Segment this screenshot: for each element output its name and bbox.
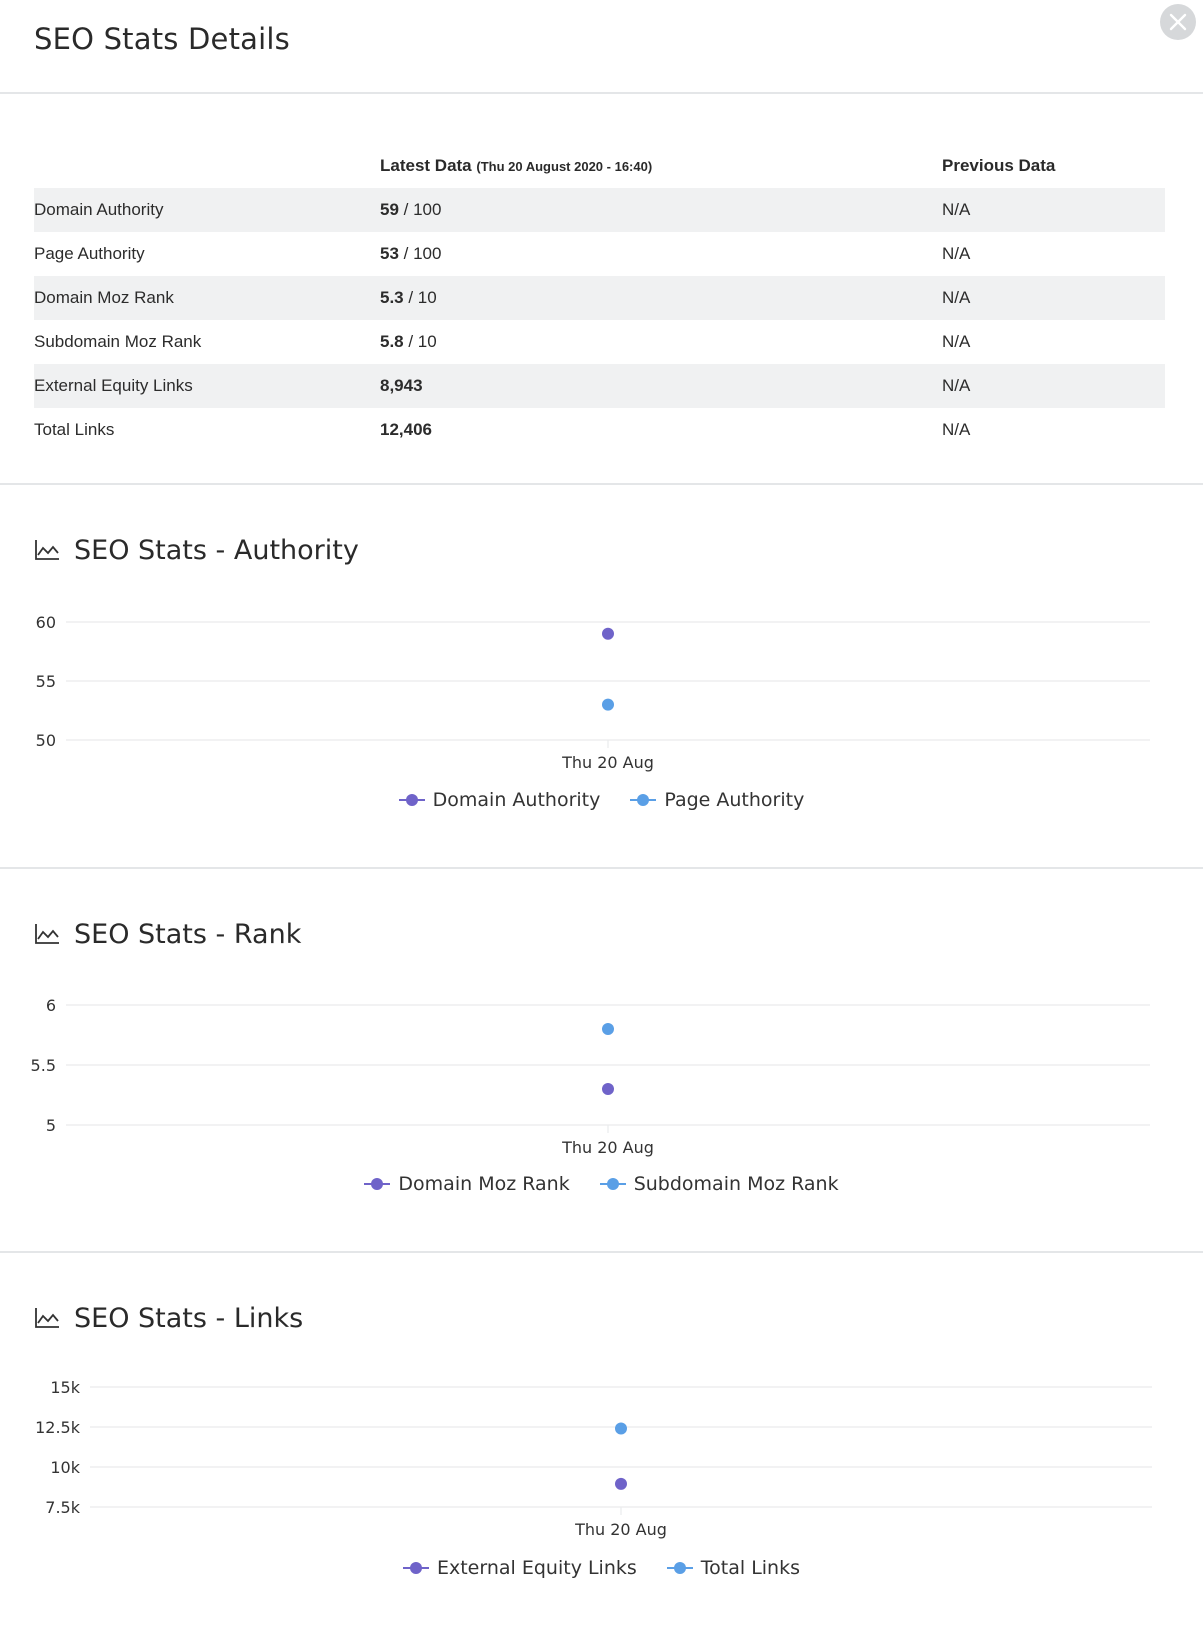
close-icon [1168, 12, 1188, 32]
previous-value: N/A [942, 276, 1165, 320]
chart-plot-authority [0, 485, 1203, 785]
legend-label: Subdomain Moz Rank [633, 1173, 839, 1195]
metric-name: Subdomain Moz Rank [34, 332, 202, 351]
chart-plot-links [0, 1253, 1203, 1553]
previous-value: N/A [942, 188, 1165, 232]
modal-header [0, 0, 1203, 94]
close-button[interactable] [1160, 4, 1196, 40]
legend-swatch-dot [674, 1562, 686, 1574]
legend-item[interactable] [364, 1173, 569, 1195]
metric-name: Page Authority [34, 244, 145, 263]
previous-data-column-header: Previous Data [942, 156, 1056, 175]
table-row [34, 408, 1165, 452]
latest-value [380, 364, 942, 408]
latest-value [380, 232, 942, 276]
legend-item[interactable] [630, 789, 804, 811]
data-point[interactable] [602, 699, 614, 711]
data-point[interactable] [602, 1023, 614, 1035]
chart-title: SEO Stats - Links [74, 1302, 304, 1334]
y-tick-label: 10k [50, 1458, 80, 1477]
y-tick-label: 12.5k [35, 1418, 80, 1437]
legend-swatch [630, 794, 656, 806]
legend-item[interactable] [403, 1557, 637, 1579]
x-tick-label: Thu 20 Aug [562, 753, 654, 772]
value-number: 53 [380, 244, 399, 263]
chart-section-rank [0, 869, 1203, 1253]
legend-item[interactable] [600, 1173, 839, 1195]
legend-swatch-dot [637, 794, 649, 806]
legend-label: Page Authority [664, 789, 805, 811]
value-suffix: / 100 [398, 200, 442, 219]
metric-name: Domain Authority [34, 188, 380, 232]
y-tick-label: 60 [35, 613, 56, 632]
x-tick-label: Thu 20 Aug [562, 1138, 654, 1157]
chart-section-links [0, 1253, 1203, 1637]
legend-item[interactable] [667, 1557, 800, 1579]
latest-value [380, 276, 942, 320]
chart-legend [0, 1557, 1203, 1579]
table-row [34, 364, 1165, 408]
chart-legend [0, 1173, 1203, 1195]
latest-data-date: (Thu 20 August 2020 - 16:40) [476, 159, 653, 174]
y-tick-label: 6 [45, 996, 56, 1015]
stats-table-section [0, 94, 1203, 485]
metric-name: Total Links [34, 420, 115, 439]
legend-label: Domain Moz Rank [398, 1173, 570, 1195]
legend-label: Domain Authority [432, 789, 601, 811]
legend-swatch [600, 1178, 626, 1190]
table-row [34, 276, 1165, 320]
metric-name: External Equity Links [34, 364, 380, 408]
chart-section-authority [0, 485, 1203, 869]
legend-swatch-dot [406, 794, 418, 806]
legend-swatch [403, 1562, 429, 1574]
table-row [34, 320, 1165, 364]
legend-swatch-dot [410, 1562, 422, 1574]
chart-legend [0, 789, 1203, 811]
value-number: 8,943 [380, 376, 423, 395]
data-point[interactable] [602, 1083, 614, 1095]
x-tick-label: Thu 20 Aug [575, 1520, 667, 1539]
legend-swatch [399, 794, 425, 806]
y-tick-label: 50 [35, 731, 56, 750]
table-header-row [34, 144, 1165, 188]
y-tick-label: 5 [45, 1116, 56, 1135]
legend-label: Total Links [700, 1557, 801, 1579]
legend-swatch-dot [607, 1178, 619, 1190]
value-number: 5.3 [380, 288, 404, 307]
chart-title: SEO Stats - Authority [74, 534, 359, 566]
latest-value [380, 320, 942, 364]
value-number: 59 [380, 200, 399, 219]
chart-plot-rank [0, 869, 1203, 1169]
legend-label: External Equity Links [436, 1557, 637, 1579]
table-row [34, 188, 1165, 232]
previous-value: N/A [942, 244, 971, 263]
y-tick-label: 5.5 [30, 1056, 56, 1075]
latest-data-label: Latest Data [380, 156, 472, 175]
previous-value: N/A [942, 332, 971, 351]
previous-value: N/A [942, 364, 1165, 408]
latest-value [380, 188, 942, 232]
legend-swatch [667, 1562, 693, 1574]
y-tick-label: 15k [50, 1378, 80, 1397]
value-suffix: / 100 [398, 244, 442, 263]
value-number: 12,406 [380, 420, 432, 439]
legend-item[interactable] [399, 789, 601, 811]
legend-swatch-dot [371, 1178, 383, 1190]
value-number: 5.8 [380, 332, 404, 351]
y-tick-label: 7.5k [45, 1498, 80, 1517]
value-suffix: / 10 [403, 332, 437, 351]
previous-value: N/A [942, 420, 971, 439]
data-point[interactable] [615, 1423, 627, 1435]
data-point[interactable] [615, 1478, 627, 1490]
latest-value [380, 408, 942, 452]
y-tick-label: 55 [35, 672, 56, 691]
value-suffix: / 10 [403, 288, 437, 307]
legend-swatch [364, 1178, 390, 1190]
table-row [34, 232, 1165, 276]
chart-title: SEO Stats - Rank [74, 918, 302, 950]
metric-column-header [34, 144, 380, 188]
data-point[interactable] [602, 628, 614, 640]
metric-name: Domain Moz Rank [34, 276, 380, 320]
stats-table [34, 144, 1165, 452]
modal-title: SEO Stats Details [34, 22, 290, 56]
latest-data-column-header [380, 144, 942, 188]
